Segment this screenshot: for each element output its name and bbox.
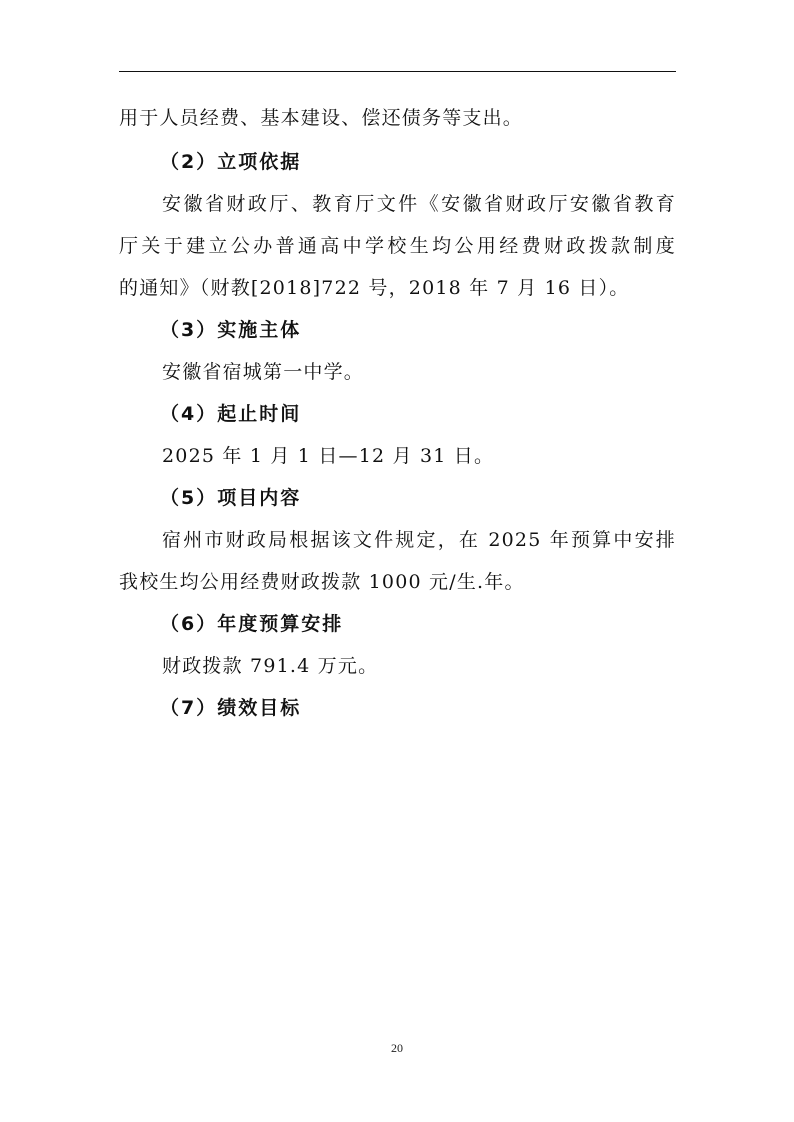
period-text: 2025 年 1 月 1 日—12 月 31 日。: [162, 445, 495, 467]
section-heading-goals: （7）绩效目标: [160, 697, 302, 719]
page-number: 20: [391, 1041, 403, 1055]
content-text-line-1: 宿州市财政局根据该文件规定，在 2025 年预算中安排: [162, 529, 676, 551]
paragraph-continuation: 用于人员经费、基本建设、偿还债务等支出。: [119, 107, 524, 129]
content-text-line-2: 我校生均公用经费财政拨款 1000 元/生.年。: [119, 571, 525, 593]
basis-text-line-2: 厅关于建立公办普通高中学校生均公用经费财政拨款制度: [119, 235, 676, 257]
header-rule: [119, 71, 676, 72]
section-heading-implementer: （3）实施主体: [160, 319, 302, 341]
section-heading-content: （5）项目内容: [160, 487, 302, 509]
budget-text: 财政拨款 791.4 万元。: [162, 655, 379, 677]
section-heading-period: （4）起止时间: [160, 403, 302, 425]
basis-text-line-3: 的通知》（财教[2018]722 号，2018 年 7 月 16 日）。: [119, 277, 630, 299]
section-heading-budget: （6）年度预算安排: [160, 613, 344, 635]
basis-text-line-1: 安徽省财政厅、教育厅文件《安徽省财政厅安徽省教育: [162, 193, 676, 215]
implementer-text: 安徽省宿城第一中学。: [162, 361, 365, 383]
section-heading-basis: （2）立项依据: [160, 151, 302, 173]
